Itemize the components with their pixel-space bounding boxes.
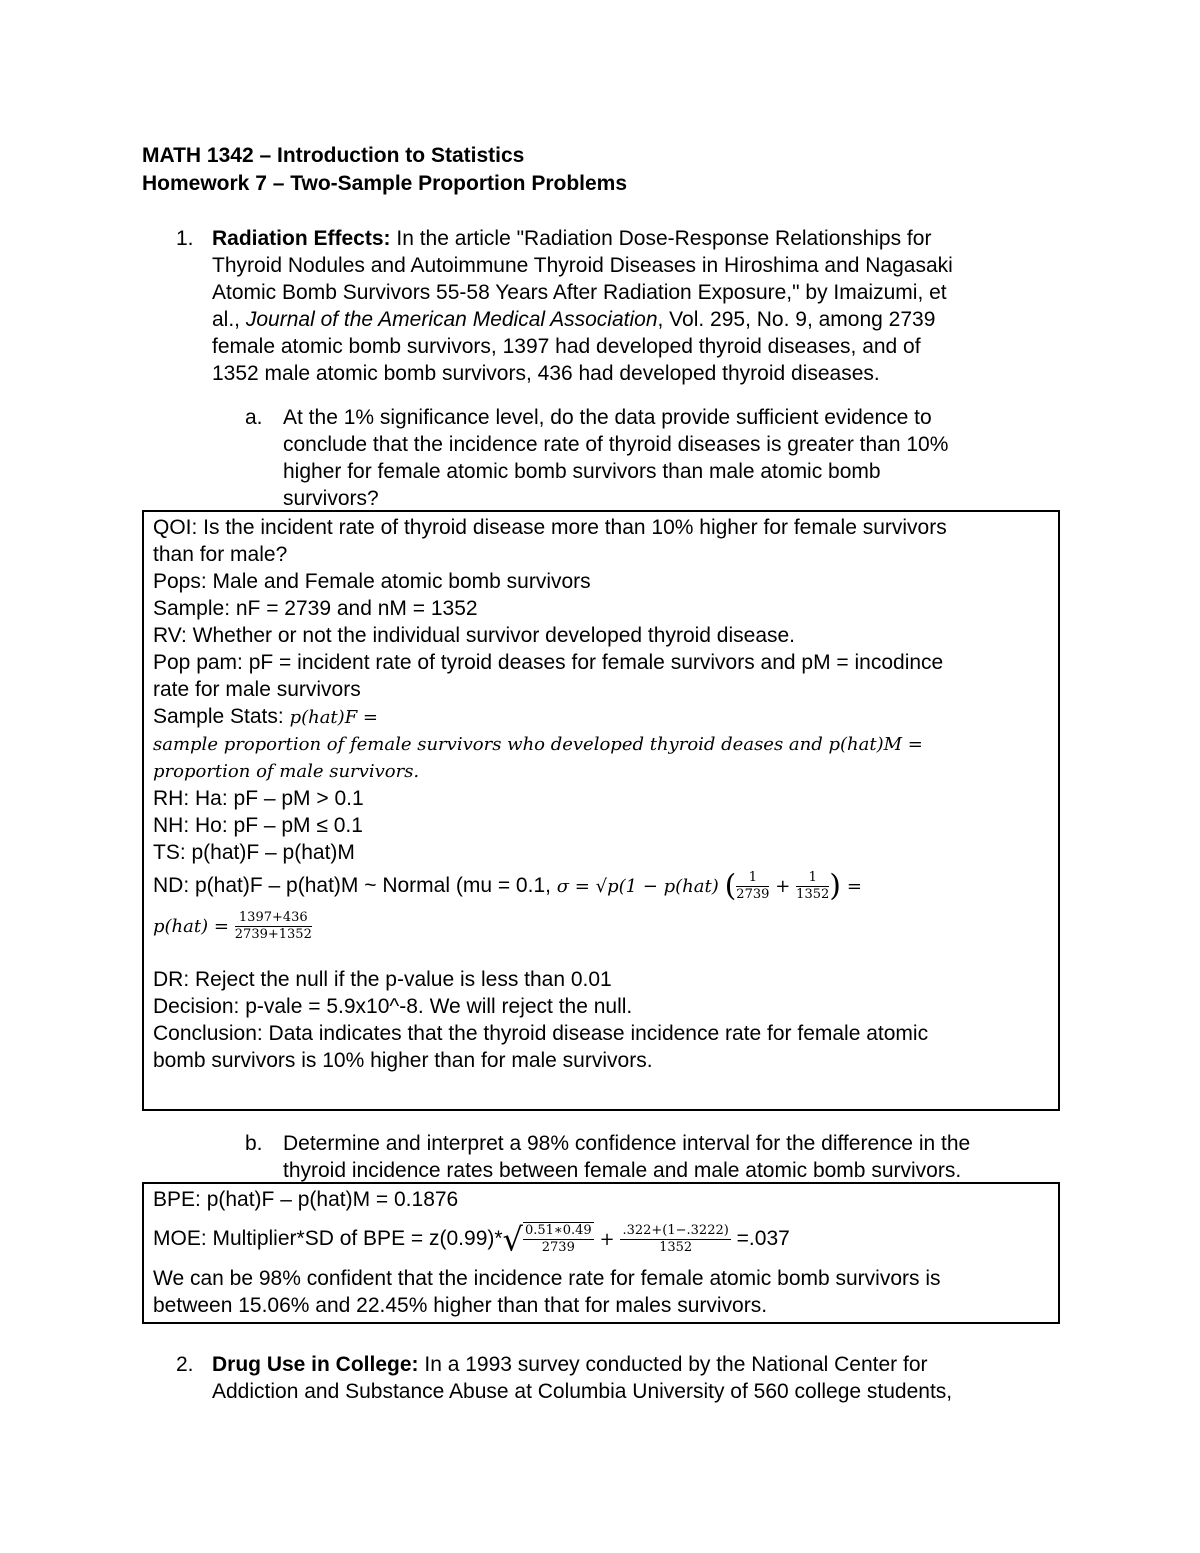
part-b-question: Determine and interpret a 98% confidence interval for the difference in the thyroid incidence rates between female and male atomic bomb survivors. <box>283 1132 971 1182</box>
test-statistic: TS: p(hat)F – p(hat)M <box>153 841 355 864</box>
populations: Pops: Male and Female atomic bomb survivors <box>153 570 591 593</box>
pop-param: Pop pam: pF = incident rate of tyroid deases for female survivors and pM = incodince <box>153 651 944 674</box>
confidence-interpretation: We can be 98% confident that the incidence rate for female atomic bomb survivors is <box>153 1267 941 1290</box>
qoi: QOI: Is the incident rate of thyroid disease more than 10% higher for female survivors <box>153 516 947 539</box>
decision: Decision: p-vale = 5.9x10^-8. We will reject the null. <box>153 995 633 1018</box>
null-hypothesis: NH: Ho: pF – pM ≤ 0.1 <box>153 814 363 837</box>
conclusion: Conclusion: Data indicates that the thyroid disease incidence rate for female atomic <box>153 1022 929 1045</box>
margin-of-error: MOE: Multiplier*SD of BPE = z(0.99)*√ $\frac{0.51∗0.49}{2739}$ + $\frac{.322+(1-.3222)}{1352}$ =.037 <box>153 1220 790 1259</box>
research-hypothesis: RH: Ha: pF – pM > 0.1 <box>153 787 364 810</box>
journal-name: Journal of the American Medical Association <box>245 308 658 331</box>
problem-2-text: Drug Use in College: In a 1993 survey conducted by the National Center for Addiction and Substance Abuse at Columbia University of 560 college students, <box>212 1353 953 1403</box>
sample-stats: Sample Stats: p(hat)F = <box>153 705 378 728</box>
null-distribution: ND: p(hat)F – p(hat)M ~ Normal (mu = 0.1, σ = √p(1 − p(hat) ( $\frac{1}{2739}$ + $\frac{1}{1352}$ ) = <box>153 868 862 904</box>
part-b-letter: b. <box>245 1132 263 1155</box>
problem-1-number: 1. <box>176 227 194 250</box>
problem-1-title: Radiation Effects: <box>212 227 391 250</box>
course-title: MATH 1342 – Introduction to Statistics <box>142 144 525 167</box>
homework-title: Homework 7 – Two-Sample Proportion Problems <box>142 172 628 195</box>
document-header <box>142 142 627 198</box>
best-point-estimate: BPE: p(hat)F – p(hat)M = 0.1876 <box>153 1188 459 1211</box>
pooled-proportion: p(hat) = $\frac{1397+436}{2739+1352}$ <box>153 909 312 942</box>
answer-box-a: QOI: Is the incident rate of thyroid disease more than 10% higher for female survivors than for male? Pops: Male and Female atomic bomb survivors Sample: nF = 2739 and nM = 1352 RV: Whether or not the individual survivor developed thyroid disease. Pop pam: pF = incident rate of tyroid deases for female survivors and pM = incodince rate for male survivors Sample Stats: p(hat)F = sample proportion of female survivors who developed thyroid deases and p(hat)M = proportion of male survivors. RH: Ha: pF – pM > 0.1 NH: Ho: pF – pM ≤ 0.1 TS: p(hat)F – p(hat)M ND: p(hat)F – p(hat)M ~ Normal (mu = 0.1, σ = √p(1 − p(hat) ( $\frac{1}{2739}$ + $\frac{1}{1352}$ ) = p(hat) = $\frac{1397+436}{2739+1352}$ DR: Reject the null if the p-value is less than 0.01 Decision: p-vale = 5.9x10^-8. We will reject the null. Conclusion: Data indicates that the thyroid disease incidence rate for female atomic bomb survivors is 10% higher than for male survivors. <box>142 510 1060 1111</box>
problem-2-title: Drug Use in College: <box>212 1353 419 1376</box>
part-a-letter: a. <box>245 406 263 429</box>
response-variable: RV: Whether or not the individual survivor developed thyroid disease. <box>153 624 796 647</box>
sample: Sample: nF = 2739 and nM = 1352 <box>153 597 478 620</box>
answer-box-b: BPE: p(hat)F – p(hat)M = 0.1876 MOE: Multiplier*SD of BPE = z(0.99)*√ $\frac{0.51∗0.49}{2739}$ + $\frac{.322+(1-.3222)}{1352}$ =.037 We can be 98% confident that the incidence rate for female atomic bomb survivors is between 15.06% and 22.45% higher than that for males survivors. <box>142 1182 1060 1324</box>
problem-1-text: Radiation Effects: In the article "Radiation Dose-Response Relationships for Thyroid Nodules and Autoimmune Thyroid Diseases in Hiroshima and Nagasaki Atomic Bomb Survivors 55-58 Years After Radiation Exposure," by Imaizumi, et al., Journal of the American Medical Association, Vol. 295, No. 9, among 2739 female atomic bomb survivors, 1397 had developed thyroid diseases, and of 1352 male atomic bomb survivors, 436 had developed thyroid diseases. <box>212 227 953 385</box>
part-a-question: At the 1% significance level, do the data provide sufficient evidence to conclude that the incidence rate of thyroid diseases is greater than 10% higher for female atomic bomb survivors than male atomic bomb survivors? <box>283 406 949 510</box>
decision-rule: DR: Reject the null if the p-value is less than 0.01 <box>153 968 612 991</box>
problem-2-number: 2. <box>176 1353 194 1376</box>
